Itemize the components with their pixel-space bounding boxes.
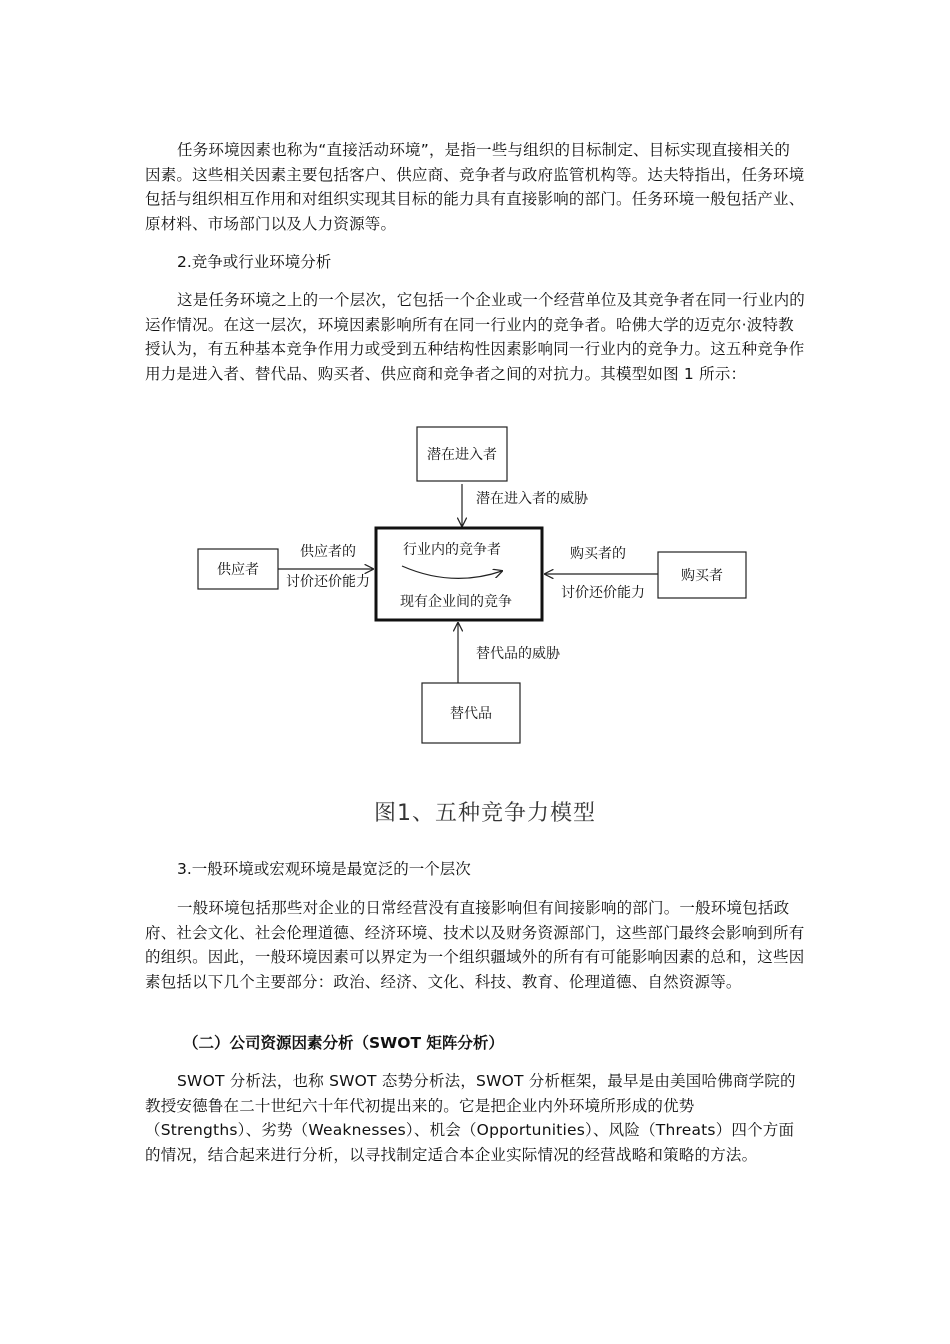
buyers-label: 购买者: [681, 568, 723, 584]
rivalry-label-top: 行业内的竞争者: [403, 542, 501, 558]
rivalry-label-bottom: 现有企业间的竞争: [400, 594, 512, 610]
buyer-power-label-1: 购买者的: [570, 546, 626, 562]
paragraph-general-environment: 一般环境包括那些对企业的日常经营没有直接影响但有间接影响的部门。一般环境包括政府、社会文化、社会伦理道德、经济环境、技术以及财务资源部门，这些部门最终会影响到所有的组织。因此，一般环境因素可以界定为一个组织疆域外的所有有可能影响因素的总和，这些因素包括以下几个主要部分：政治、经济、文化、科技、教育、伦理道德、自然资源等。: [145, 899, 805, 991]
heading-general-environment: 3.一般环境或宏观环境是最宽泛的一个层次: [177, 860, 471, 878]
heading-industry-analysis: 2.竞争或行业环境分析: [177, 253, 332, 271]
potential-entrants-label: 潜在进入者: [427, 447, 497, 463]
paragraph-task-environment: 任务环境因素也称为“直接活动环境”，是指一些与组织的目标制定、目标实现直接相关的因素。这些相关因素主要包括客户、供应商、竞争者与政府监管机构等。达夫特指出，任务环境包括与组织相互作用和对组织实现其目标的能力具有直接影响的部门。任务环境一般包括产业、原材料、市场部门以及人力资源等。: [145, 141, 805, 233]
substitute-threat-label: 替代品的威胁: [476, 646, 560, 662]
paragraph-industry-environment: 这是任务环境之上的一个层次，它包括一个企业或一个经营单位及其竞争者在同一行业内的运作情况。在这一层次，环境因素影响所有在同一行业内的竞争者。哈佛大学的迈克尔·波特教授认为，有五种基本竞争作用力或受到五种结构性因素影响同一行业内的竞争力。这五种竞争作用力是进入者、替代品、购买者、供应商和竞争者之间的对抗力。其模型如图 1 所示：: [145, 291, 806, 383]
buyer-power-label-2: 讨价还价能力: [561, 585, 645, 601]
supplier-power-label-1: 供应者的: [300, 544, 356, 560]
heading-swot-analysis: （二）公司资源因素分析（SWOT 矩阵分析）: [183, 1034, 504, 1052]
substitutes-label: 替代品: [450, 706, 492, 722]
paragraph-swot: SWOT 分析法，也称 SWOT 态势分析法，SWOT 分析框架，最早是由美国哈佛商学院的教授安德鲁在二十世纪六十年代初提出来的。它是把企业内外环境所形成的优势（Strengths）、劣势（Weaknesses）、机会（Opportunities）、风险（Threats）四个方面的情况，结合起来进行分析，以寻找制定适合本企业实际情况的经营战略和策略的方法。: [145, 1072, 796, 1164]
supplier-power-label-2: 讨价还价能力: [286, 574, 370, 590]
five-forces-diagram: [190, 418, 770, 838]
suppliers-label: 供应者: [217, 562, 259, 578]
figure-caption: 图1、五种竞争力模型: [374, 801, 596, 826]
entrant-threat-label: 潜在进入者的威胁: [476, 491, 588, 507]
